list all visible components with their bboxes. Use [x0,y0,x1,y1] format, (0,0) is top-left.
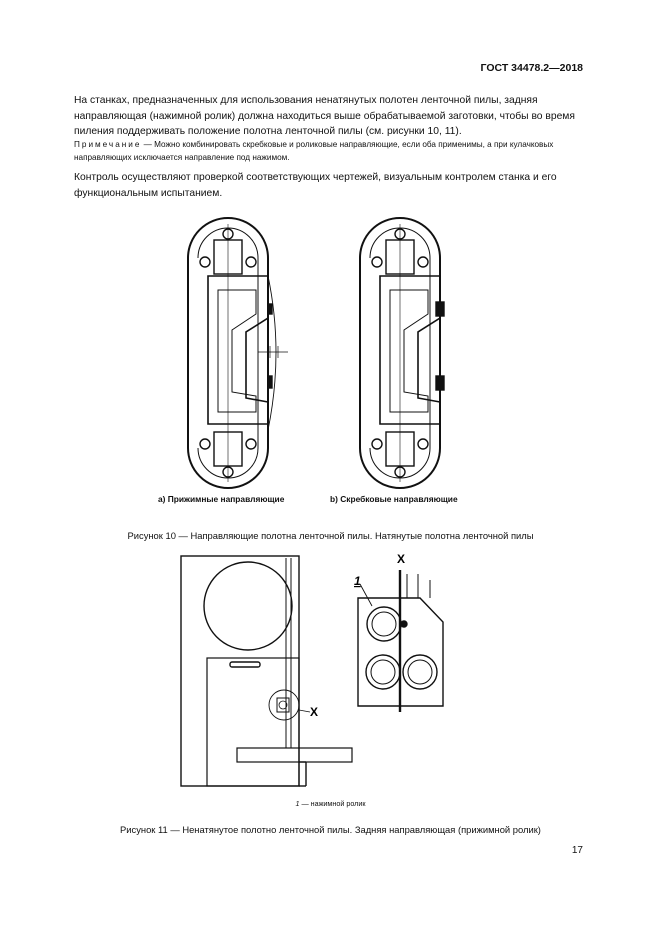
roller-label-1: 1 [354,574,361,588]
figure10b-drawing [360,218,444,488]
note-label: Примечание [74,140,142,149]
figure11-machine-drawing [181,556,352,786]
paragraph-1: На станках, предназначенных для использования ненатянутых полотен ленточной пилы, задняя направляющая (нажимной ролик) должна находиться выше обрабатываемой заготовки, чтобы во время пиления поддерживать положение полотна ленточной пилы (см. рисунки 10, 11). [74,95,575,137]
figure10-caption: Рисунок 10 — Направляющие полотна ленточной пилы. Натянутые полотна ленточной пилы [127,530,534,541]
figure11-caption: Рисунок 11 — Ненатянутое полотно ленточной пилы. Задняя направляющая (прижимной ролик) [120,824,541,835]
figure10-subcaption-b: b) Скребковые направляющие [330,494,458,504]
legend-number: 1 [295,799,300,808]
note-text: — Можно комбинировать скребковые и роликовые направляющие, если оба применимы, а при кулачковых направляющих исключается направление под нажимом. [74,140,554,162]
figure11-legend [0,799,661,808]
standard-number: ГОСТ 34478.2—2018 [480,62,583,74]
figure11-detail-drawing [358,570,443,712]
legend-text: — нажимной ролик [299,799,366,808]
detail-x-label-top: X [397,552,406,566]
page-number: 17 [571,845,583,856]
detail-x-label-side: X [310,705,319,719]
figure10-subcaption-a: a) Прижимные направляющие [158,494,285,504]
figure10a-drawing [188,218,288,488]
paragraph-2: Контроль осуществляют проверкой соответствующих чертежей, визуальным контролем станка и его функциональным испытанием. [74,172,557,199]
